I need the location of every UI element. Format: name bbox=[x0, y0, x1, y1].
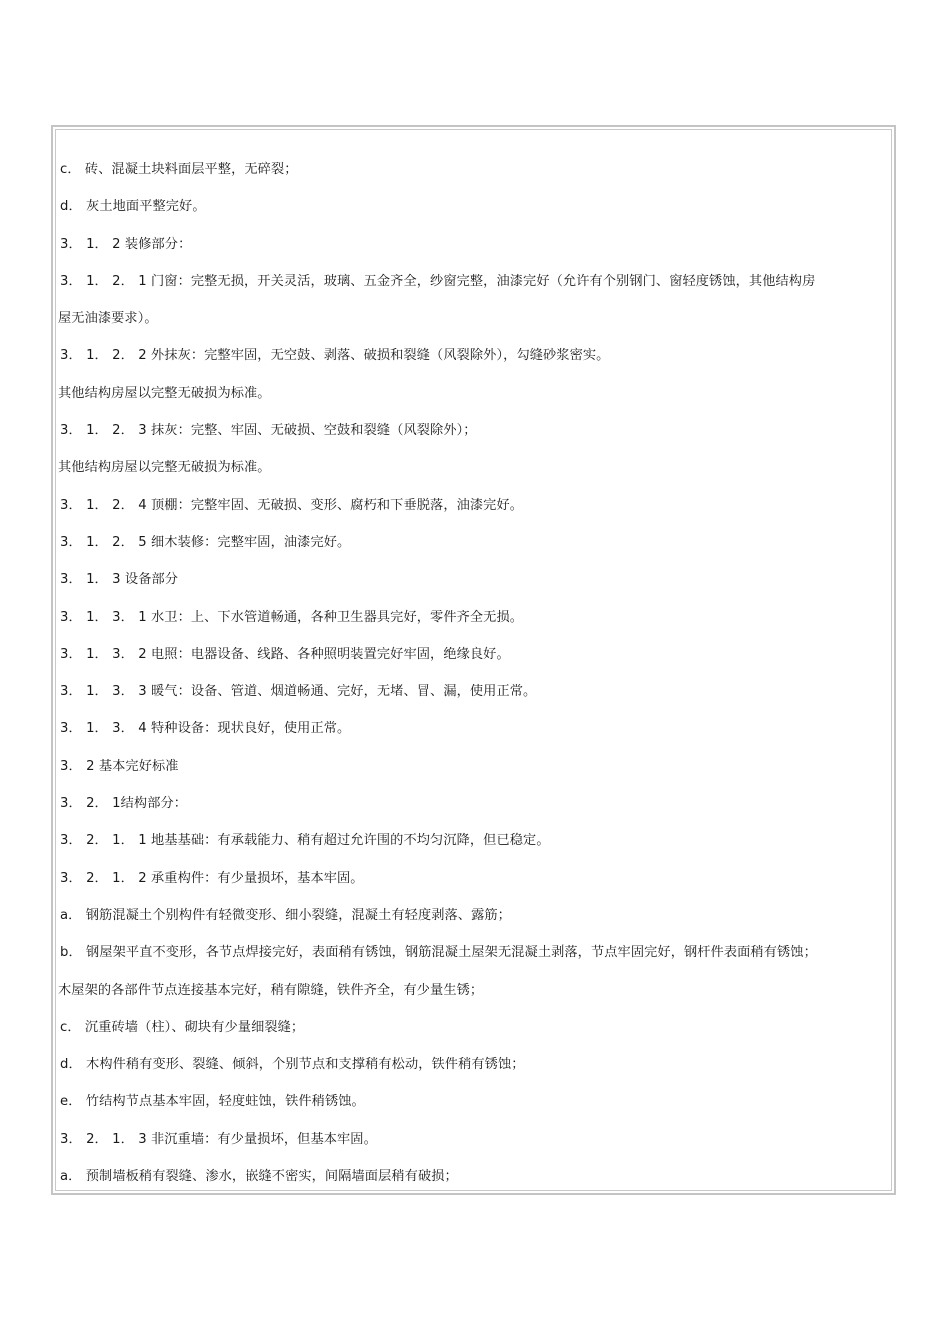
document-line: a． 预制墙板稍有裂缝、渗水，嵌缝不密实，间隔墙面层稍有破损； bbox=[60, 1169, 458, 1185]
document-line: 3． 1． 3． 3 暖气：设备、管道、烟道畅通、完好，无堵、冒、漏，使用正常。 bbox=[60, 684, 537, 700]
document-line: 3． 2． 1． 2 承重构件：有少量损坏，基本牢固。 bbox=[60, 870, 364, 886]
document-body bbox=[55, 129, 892, 1191]
document-line: a． 钢筋混凝土个别构件有轻微变形、细小裂缝，混凝土有轻度剥落、露筋； bbox=[60, 907, 511, 923]
document-line: 3． 1． 2． 2 外抹灰：完整牢固，无空鼓、剥落、破损和裂缝（风裂除外），勾缝砂浆密实。 bbox=[60, 348, 610, 364]
document-line: e． 竹结构节点基本牢固，轻度蛀蚀，铁件稍锈蚀。 bbox=[60, 1094, 365, 1110]
document-line: d． 灰土地面平整完好。 bbox=[60, 199, 206, 215]
document-line: b． 钢屋架平直不变形，各节点焊接完好，表面稍有锈蚀，钢筋混凝土屋架无混凝土剥落，节点牢固完好，钢杆件表面稍有锈蚀； bbox=[60, 945, 817, 961]
document-line: 3． 2． 1． 1 地基基础：有承载能力、稍有超过允许围的不均匀沉降，但已稳定。 bbox=[60, 833, 550, 849]
document-line: 3． 2 基本完好标准 bbox=[60, 758, 179, 774]
document-line: c． 砖、混凝土块料面层平整，无碎裂； bbox=[60, 162, 298, 177]
document-line: 屋无油漆要求）。 bbox=[58, 311, 158, 327]
document-line: 3． 1． 2． 4 顶棚：完整牢固、无破损、变形、腐朽和下垂脱落，油漆完好。 bbox=[60, 497, 524, 513]
document-line: 其他结构房屋以完整无破损为标准。 bbox=[58, 460, 271, 476]
document-line: 3． 1． 2． 1 门窗：完整无损，开关灵活，玻璃、五金齐全，纱窗完整，油漆完好（允许有个别钢门、窗轻度锈蚀，其他结构房 bbox=[60, 273, 816, 289]
document-text-lines bbox=[58, 151, 887, 1191]
document-line: 3． 2． 1结构部分： bbox=[60, 796, 188, 812]
document-line: 3． 1． 3 设备部分 bbox=[60, 572, 179, 588]
document-frame bbox=[51, 125, 896, 1195]
document-line: 木屋架的各部件节点连接基本完好，稍有隙缝，铁件齐全，有少量生锈； bbox=[58, 982, 484, 998]
document-line: 其他结构房屋以完整无破损为标准。 bbox=[58, 385, 271, 401]
document-line: 3． 1． 2 装修部分： bbox=[60, 236, 192, 252]
document-line: 3． 1． 3． 2 电照：电器设备、线路、各种照明装置完好牢固，绝缘良好。 bbox=[60, 646, 510, 662]
document-line: 3． 1． 2． 5 细木装修：完整牢固，油漆完好。 bbox=[60, 534, 351, 550]
document-line: 3． 1． 3． 4 特种设备：现状良好，使用正常。 bbox=[60, 721, 351, 737]
document-line: c． 沉重砖墙（柱）、砌块有少量细裂缝； bbox=[60, 1019, 305, 1035]
document-line: d． 木构件稍有变形、裂缝、倾斜，个别节点和支撑稍有松动，铁件稍有锈蚀； bbox=[60, 1057, 525, 1073]
document-line: 3． 1． 3． 1 水卫：上、下水管道畅通，各种卫生器具完好，零件齐全无损。 bbox=[60, 609, 524, 625]
document-line: 3． 1． 2． 3 抹灰：完整、牢固、无破损、空鼓和裂缝（风裂除外）； bbox=[60, 423, 477, 439]
document-line: 3． 2． 1． 3 非沉重墙：有少量损坏，但基本牢固。 bbox=[60, 1131, 377, 1147]
